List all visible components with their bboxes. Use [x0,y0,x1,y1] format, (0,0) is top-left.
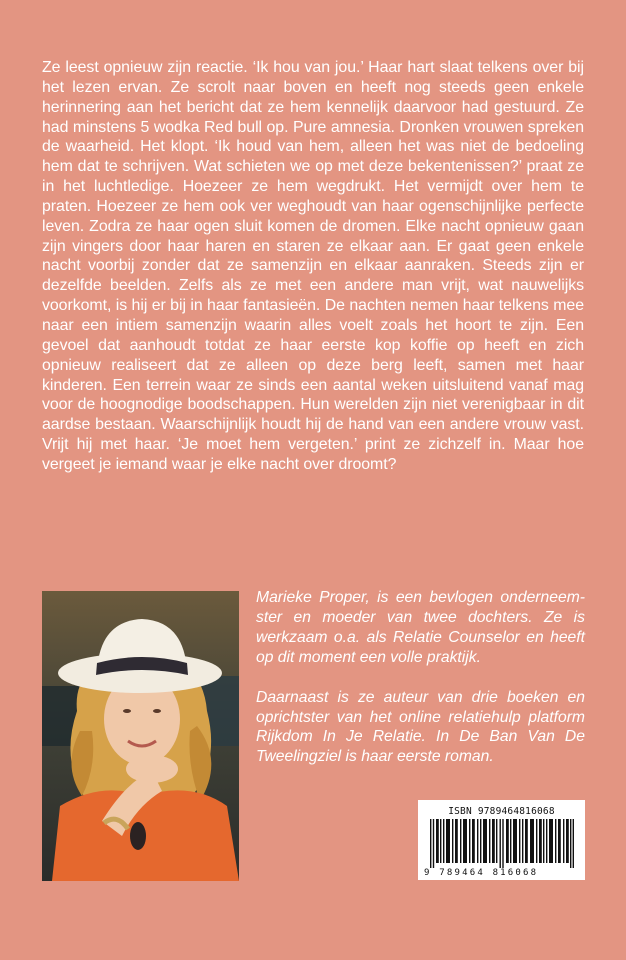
author-photo [42,591,239,881]
back-cover-blurb: Ze leest opnieuw zijn reactie. ‘Ik hou van jou.’ Haar hart slaat telkens over bij het lezen ervan. Ze scrolt naar boven en heeft nog steeds geen enkele herinnering aan het bericht dat ze hem kennelijk daarvoor had gestuurd. Ze had minstens 5 wodka Red bull op. Pure amnesia. Dronken vrouwen spreken de waarheid. Het klopt. ‘Ik houd van hem, alleen het was niet de bedoeling hem dat te schrijven. Wat schieten we op met deze bekentenissen?’ praat ze in het luchtledige. Hoezeer ze hem wegdrukt. Het vermijdt over hem te praten. Hoezeer ze hem ook ver weghoudt van haar ogenschijnlijke perfecte leven. Zodra ze haar ogen sluit komen de dromen. Elke nacht opnieuw gaan zijn vingers door haar haren en staren ze elkaar aan. Er gaat geen enkele nacht voorbij zonder dat ze samenzijn en elkaar aanraken. Steeds zijn er dezelfde beelden. Zelfs als ze met een andere man vrijt, wat nauwelijks voorkomt, is hij er bij in haar fantasieën. De nachten nemen haar telkens mee naar een intiem samenzijn waarin alles voelt zoals het hoort te zijn. Een gevoel dat aanhoudt totdat ze haar eerste kop koffie op heeft en zich opnieuw realiseert dat ze alleen op deze berg leeft, samen met haar kinderen. Een terrein waar ze sinds een aantal weken uitsluitend vanaf mag voor de hoognodige boodschappen. Hun werelden zijn niet verenigbaar in dit aardse bestaan. Waarschijnlijk houdt hij de hand van een andere vrouw vast. Vrijt hij met haar. ‘Je moet hem vergeten.’ print ze zichzelf in. Maar hoe vergeet je iemand waar je elke nacht over droomt? [42,59,584,473]
isbn-barcode [418,800,585,880]
barcode-bars [430,819,574,868]
bio-paragraph-2: Daarnaast is ze auteur van drie boeken en oprichtster van het online relatiehulp platform Rijkdom In Je Relatie. In De Ban Van De Tweelingziel is haar eerste roman. [256,688,585,766]
bio-paragraph-1: Marieke Proper, is een bevlogen onderneem-ster en moeder van twee dochters. Ze is werkzaam o.a. als Relatie Counselor en heeft op dit moment een volle praktijk. [256,589,585,666]
isbn-label: ISBN 9789464816068 [448,806,555,817]
isbn-digits: 9 789464 816068 [424,868,539,878]
author-bio [256,588,585,787]
